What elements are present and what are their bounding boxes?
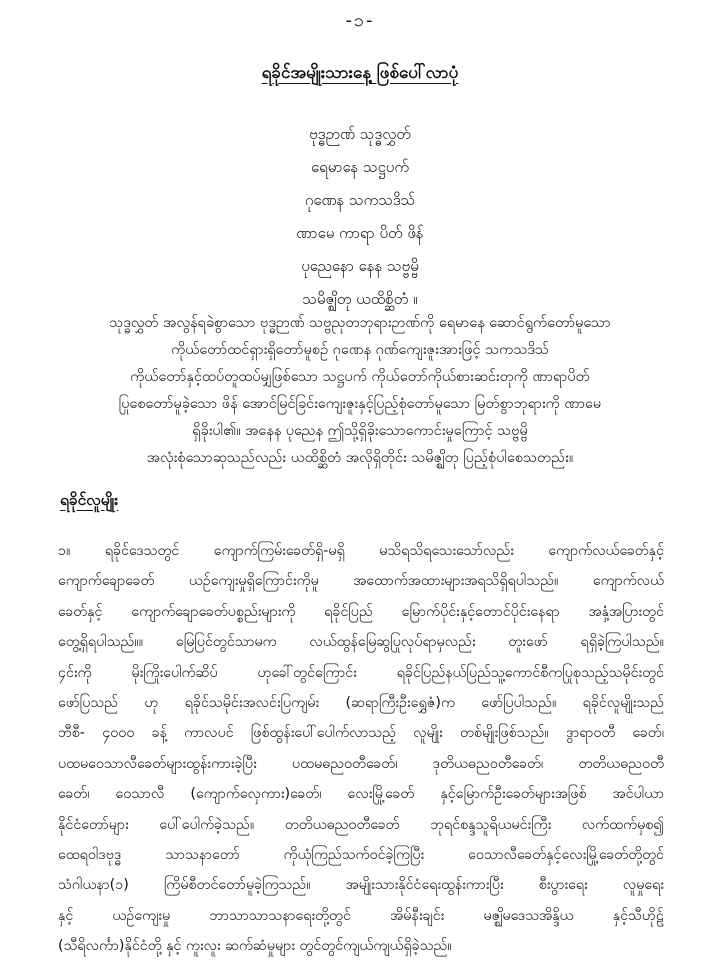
body-line: ပထမဝေသာလီခေတ်များထွန်းကားခဲ့ပြီး ပထမဓညဝတီခေတ်၊ ဒုတိယဓညဝတီခေတ်၊ တတိယဓညဝတီ [58,755,664,772]
body-line: နိုင်ငံတော်များ ပေါ်ပေါက်ခဲ့သည်။ တတိယဓညဝတီခေတ် ဘုရင်စန္ဒသူရိယမင်းကြီး လက်ထက်မှစ၍ [58,816,664,833]
verse-line: ရေမာနေ သဋ္ဌပက် [310,158,410,176]
verse-line: သမိဇ္ဈိတု ယထိစ္ဆိတံ ။ [302,290,418,308]
body-line: ခေတ်၊ ဝေသာလီ (ကျောက်လှေကား)ခေတ်၊ လေးမြို့ခေတ် နှင့်မြောက်ဦးခေတ်များအဖြစ် အင်ပါယာ [58,786,664,803]
intro-line: ရှိခိုးပါ၏။ အနေန ပုညေန ဤသို့ရှိခိုးသောကောင်းမှုကြောင့် သဗ္ဗမ္ဗိ [192,423,528,439]
body-line: တွေ့ရှိရပါသည်။။ မြေပြင်တွင်သာမက လယ်ထွန်မြေဆွပြုလုပ်ရာမှလည်း တူးဖော် ရရှိခဲ့ကြပါသည်။ [58,634,664,651]
body-line: သံဂါယနာ(၁) ကြိမ်စီတင်တော်မူခဲ့ကြသည်။ အမျိုးသားနိုင်ငံရေးထွန်းကားပြီး စီးပွားရေး လူမှုရေး [58,877,664,894]
body-line: ၄င်းကို မိုးကြိုးပေါက်ဆိပ် ဟုခေါ်တွင်ကြောင်း ရခိုင်ပြည်နယ်ပြည်သူ့ကောင်စီကပြုစုသည့်သမိုင်းတွင် [58,664,664,681]
section-heading: ရခိုင်လူမျိုး [60,491,119,509]
body-line: ဘီစီ- ၄၀၀၀ ခန့် ကာလပင် ဖြစ်ထွန်းပေါ်ပေါက်လာသည့် လူမျိုး တစ်မျိုးဖြစ်သည်။ ဒွာရာဝတီ ခေတ်၊ [58,725,664,742]
intro-line: ကိုယ်တော်နှင့်ထပ်တူထပ်မျှဖြစ်သော သဋ္ဌပက် ကိုယ်တော်ကိုယ်စားဆင်းတုကို ဏာရာပိတ် [130,369,590,385]
body-line: ၁။ ရခိုင်ဒေသတွင် ကျောက်ကြမ်းခေတ်ရှိ-မရှိ မသိရသိရသေးသော်လည်း ကျောက်လယ်ခေတ်နှင့် [58,543,664,559]
intro-line: အလုံးစုံသောဆုသည်လည်း ယထိစ္ဆိတံ အလိုရှိတိုင်း သမိဇ္ဈိတု ပြည့်စုံပါစေသတည်း။ [146,450,574,466]
body-paragraph [58,536,664,961]
body-line: ထေရဝါဒဗုဒ္ဓ သာသနာတော် ကိုယုံကြည်သက်ဝင်ခဲ့ကြပြီး ဝေသာလီခေတ်နှင့်လေးမြို့ခေတ်တို့တွင် [58,846,664,863]
intro-line: ပြုစေတော်မူခဲ့သော ဖိန် အောင်မြင်ခြင်းကျေးဇူးနှင့်ပြည့်စုံတော်မူသော မြတ်စွာဘုရားကို ဏာမေ [118,396,602,412]
body-line: ဖော်ပြသည် ဟု ရခိုင်သမိုင်းအလင်းပြကျမ်း (ဆရာကြီးဦးရွှေဇံ)က ဖော်ပြပါသည်။ ရခိုင်လူမျိုးသည် [58,694,664,711]
document-title-block [0,62,720,87]
verse-line: ဗုဒ္ဓဉာဏ် သုဒ္ဓလွှတ် [309,125,411,143]
intro-paragraph [0,310,720,472]
document-title: ရခိုင်အမျိုးသားနေ့ ဖြစ်ပေါ်လာပုံ [261,63,459,83]
body-line: ကျောက်ချောခေတ် ယဉ်ကျေးမှုရှိကြောင်းကိုမူ အထောက်အထားများအရသိရှိရပါသည်။ ကျောက်လယ် [58,573,664,590]
verse-line: ဂုဏေန သကသဒိသ် [304,191,416,209]
verse-line: ပုညေနော နေန သဗ္ဗမ္ဗိ [301,257,419,275]
body-line: (သီရိလင်္ကာ)နိုင်ငံတို့ နှင့် ကူးလူး ဆက်ဆံမှုများ တွင်တွင်ကျယ်ကျယ်ရှိခဲ့သည်။ [58,938,452,955]
intro-line: ကိုယ်တော်ထင်ရှားရှိတော်မူစဉ် ဂုဏေန ဂုဏ်ကျေးဇူးအားဖြင့် သကသဒိသ် [171,342,549,358]
page-number: -၁- [345,10,375,31]
body-line: ခေတ်နှင့် ကျောက်ချောခေတ်ပစ္စည်းများကို ရခိုင်ပြည် မြောက်ပိုင်းနှင့်တောင်ပိုင်းနေရာ အနှံ့အပြားတွင် [58,603,664,620]
intro-line: သုဒ္ဓလွှတ် အလွန်ရခဲစွာသော ဗုဒ္ဓဉာဏ် သဗ္ဗညုတဘုရားဉာဏ်ကို ရေမာနေ ဆောင်ရွက်တော်မူသော [109,315,611,331]
body-line: နှင့် ယဉ်ကျေးမှု ဘာသာသာသနာရေးတို့တွင် အိမ်နီးချင်း မဇ္ဈိမဒေသအိန္ဒိယ နှင့်သီဟိုဠ် [58,907,664,924]
verse-block [0,118,720,316]
verse-line: ဏာမေ ကာရာ ပိတ် ဖိန် [296,224,424,242]
